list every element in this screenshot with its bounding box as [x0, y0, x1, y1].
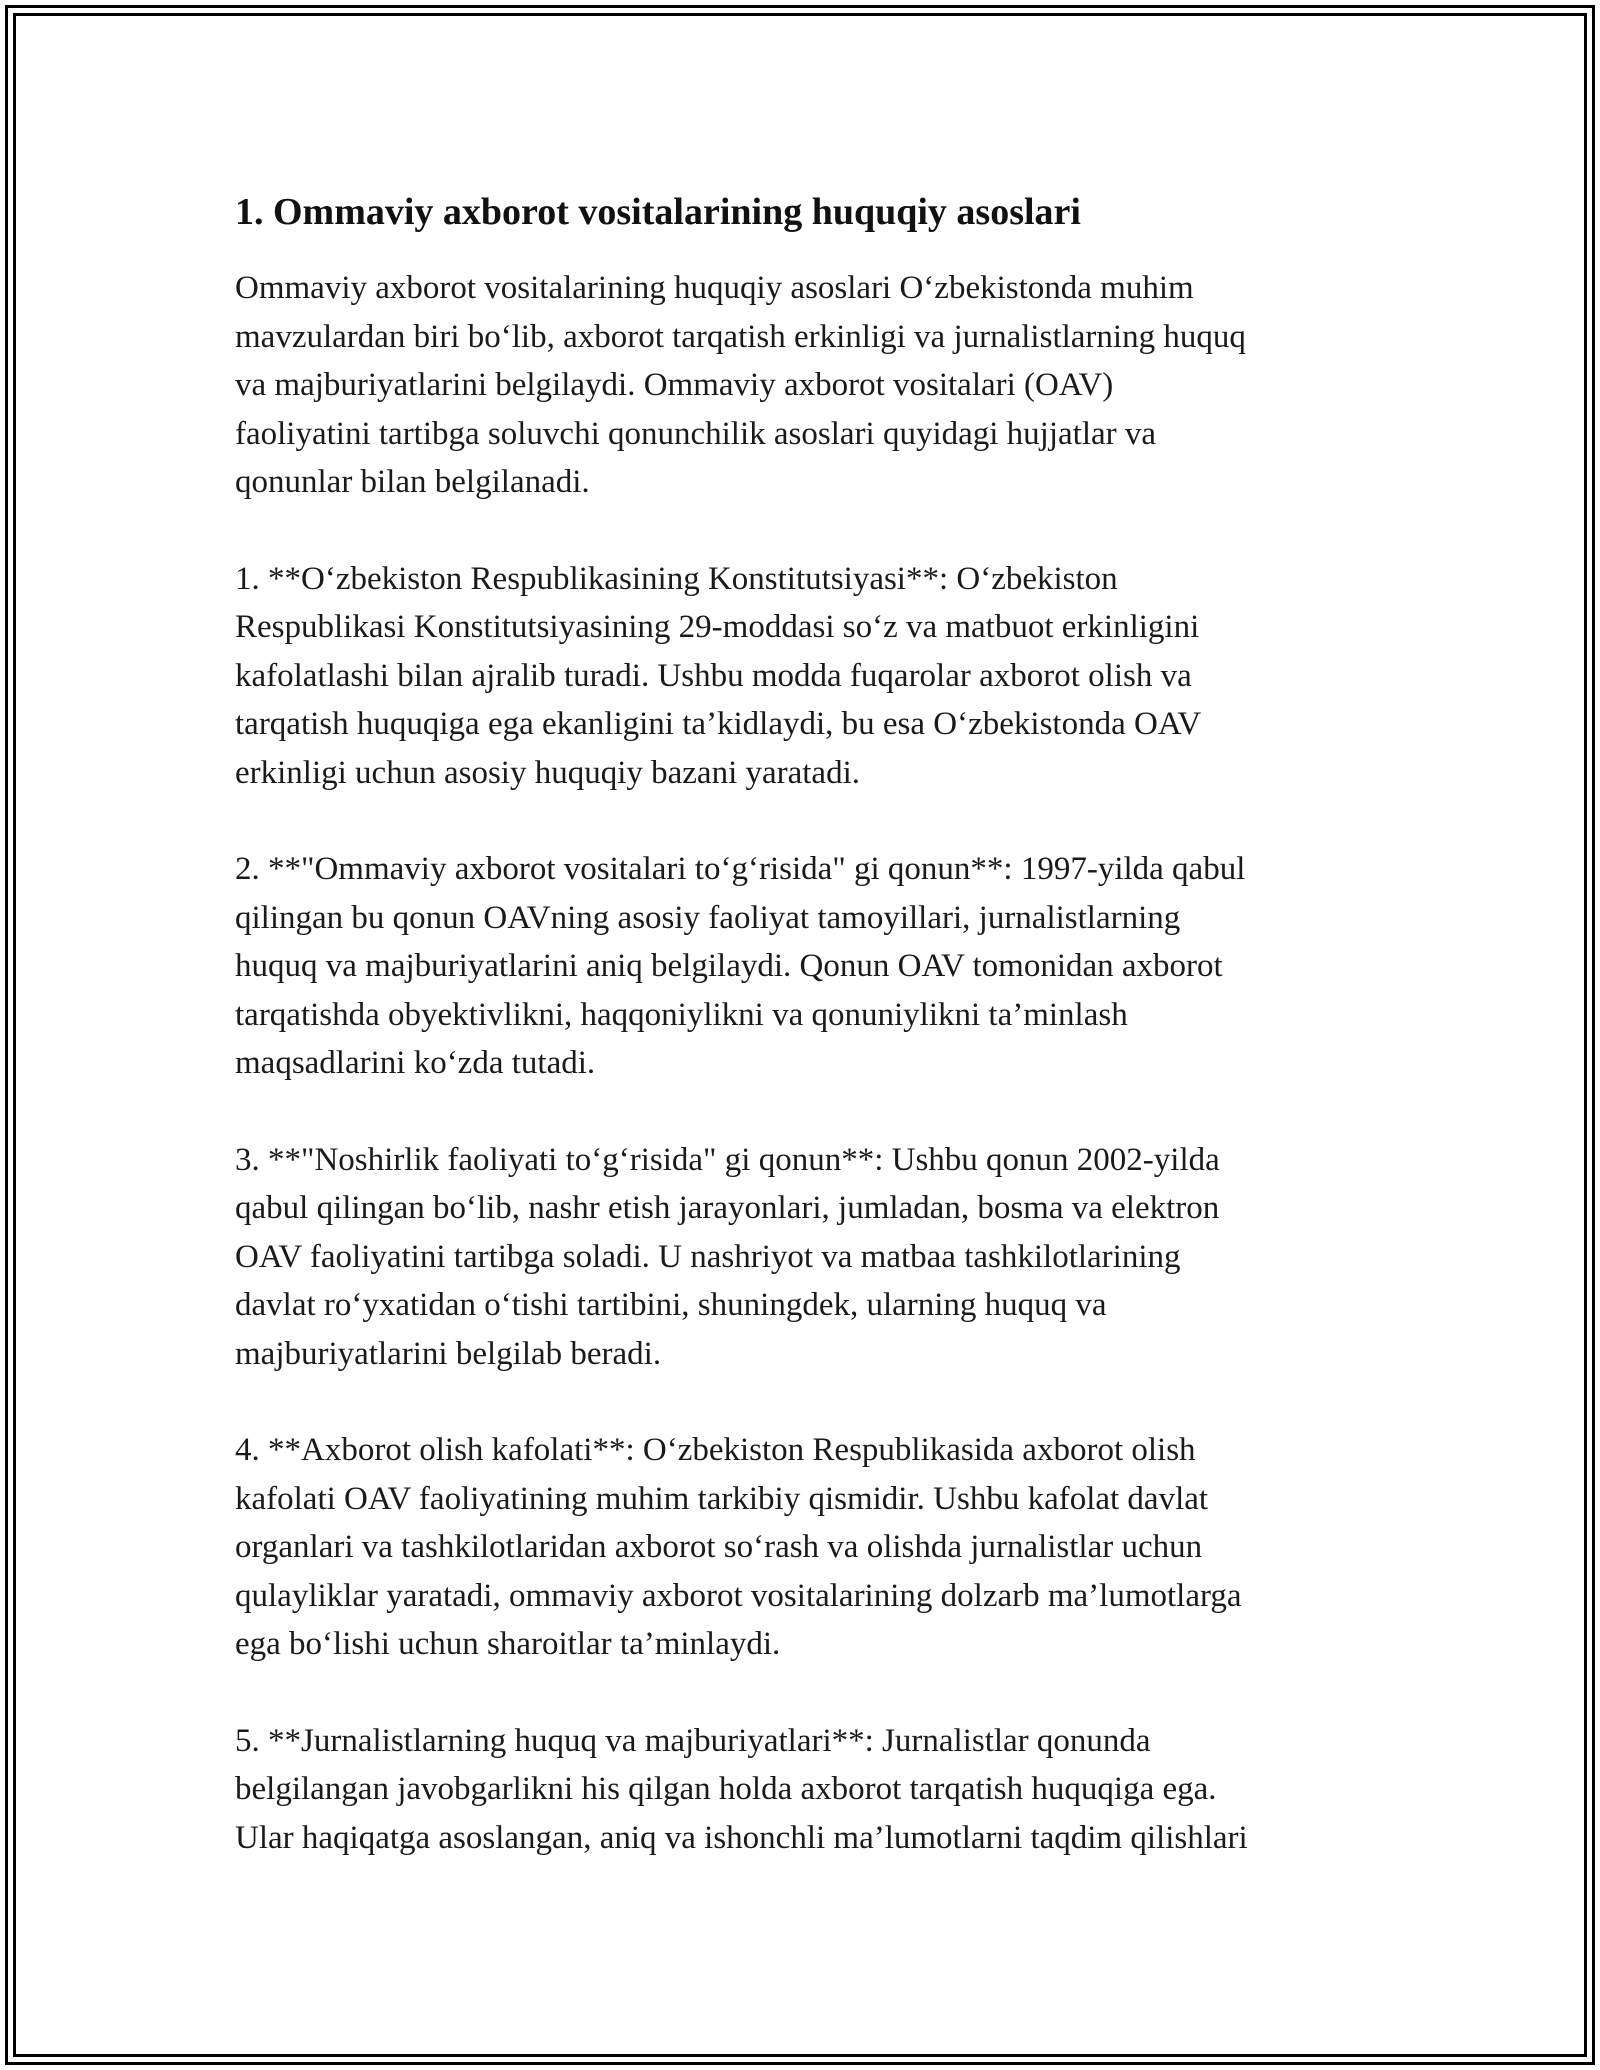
text-line: 3. **"Noshirlik faoliyati to‘g‘risida" gi qonun**: Ushbu qonun 2002-yilda — [235, 1141, 1220, 1178]
section-heading: 1. Ommaviy axborot vositalarining huquqiy asoslari — [235, 191, 1081, 233]
document-body — [235, 188, 1375, 1910]
text-line: va majburiyatlarini belgilaydi. Ommaviy axborot vositalari (OAV) — [235, 367, 1114, 403]
paragraph-item-1 — [235, 555, 1375, 798]
text-line: belgilangan javobgarlikni his qilgan holda axborot tarqatish huquqiga ega. — [235, 1771, 1217, 1807]
text-line: faoliyatini tartibga soluvchi qonunchilik asoslari quyidagi hujjatlar va — [235, 415, 1157, 452]
paragraph-item-5 — [235, 1717, 1375, 1863]
text-line: 5. **Jurnalistlarning huquq va majburiyatlari**: Jurnalistlar qonunda — [235, 1722, 1151, 1759]
paragraph-item-4 — [235, 1426, 1375, 1669]
text-line: davlat ro‘yxatidan o‘tishi tartibini, shuningdek, ularning huquq va — [235, 1287, 1107, 1323]
text-line: qabul qilingan bo‘lib, nashr etish jarayonlari, jumladan, bosma va elektron — [235, 1190, 1220, 1226]
text-line: Respublikasi Konstitutsiyasining 29-moddasi so‘z va matbuot erkinligini — [235, 609, 1200, 645]
text-line: qulayliklar yaratadi, ommaviy axborot vositalarining dolzarb ma’lumotlarga — [235, 1577, 1242, 1614]
text-line: maqsadlarini ko‘zda tutadi. — [235, 1045, 596, 1081]
paragraph-item-3 — [235, 1136, 1375, 1379]
text-line: qilingan bu qonun OAVning asosiy faoliyat tamoyillari, jurnalistlarning — [235, 899, 1181, 936]
text-line: 1. **O‘zbekiston Respublikasining Konstitutsiyasi**: O‘zbekiston — [235, 560, 1118, 597]
text-line: OAV faoliyatini tartibga soladi. U nashriyot va matbaa tashkilotlarining — [235, 1238, 1181, 1275]
text-line: 2. **"Ommaviy axborot vositalari to‘g‘risida" gi qonun**: 1997-yilda qabul — [235, 851, 1246, 887]
text-line: kafolati OAV faoliyatining muhim tarkibiy qismidir. Ushbu kafolat davlat — [235, 1480, 1209, 1517]
text-line: qonunlar bilan belgilanadi. — [235, 464, 590, 500]
paragraph-intro — [235, 264, 1375, 507]
text-line: 4. **Axborot olish kafolati**: O‘zbekiston Respublikasida axborot olish — [235, 1432, 1196, 1468]
text-line: mavzulardan biri bo‘lib, axborot tarqatish erkinligi va jurnalistlarning huquq — [235, 318, 1246, 355]
text-line: ega bo‘lishi uchun sharoitlar ta’minlaydi. — [235, 1626, 781, 1662]
paragraph-item-2 — [235, 845, 1375, 1088]
text-line: organlari va tashkilotlaridan axborot so‘rash va olishda jurnalistlar uchun — [235, 1529, 1203, 1565]
text-line: erkinligi uchun asosiy huquqiy bazani yaratadi. — [235, 754, 861, 791]
text-line: tarqatishda obyektivlikni, haqqoniylikni va qonuniylikni ta’minlash — [235, 996, 1128, 1033]
text-line: huquq va majburiyatlarini aniq belgilaydi. Qonun OAV tomonidan axborot — [235, 948, 1223, 984]
text-line: Ommaviy axborot vositalarining huquqiy asoslari O‘zbekistonda muhim — [235, 270, 1194, 306]
text-line: tarqatish huquqiga ega ekanligini ta’kidlaydi, bu esa O‘zbekistonda OAV — [235, 706, 1202, 742]
text-line: kafolatlashi bilan ajralib turadi. Ushbu modda fuqarolar axborot olish va — [235, 657, 1192, 694]
text-line: Ular haqiqatga asoslangan, aniq va ishonchli ma’lumotlarni taqdim qilishlari — [235, 1819, 1248, 1856]
text-line: majburiyatlarini belgilab beradi. — [235, 1335, 662, 1372]
